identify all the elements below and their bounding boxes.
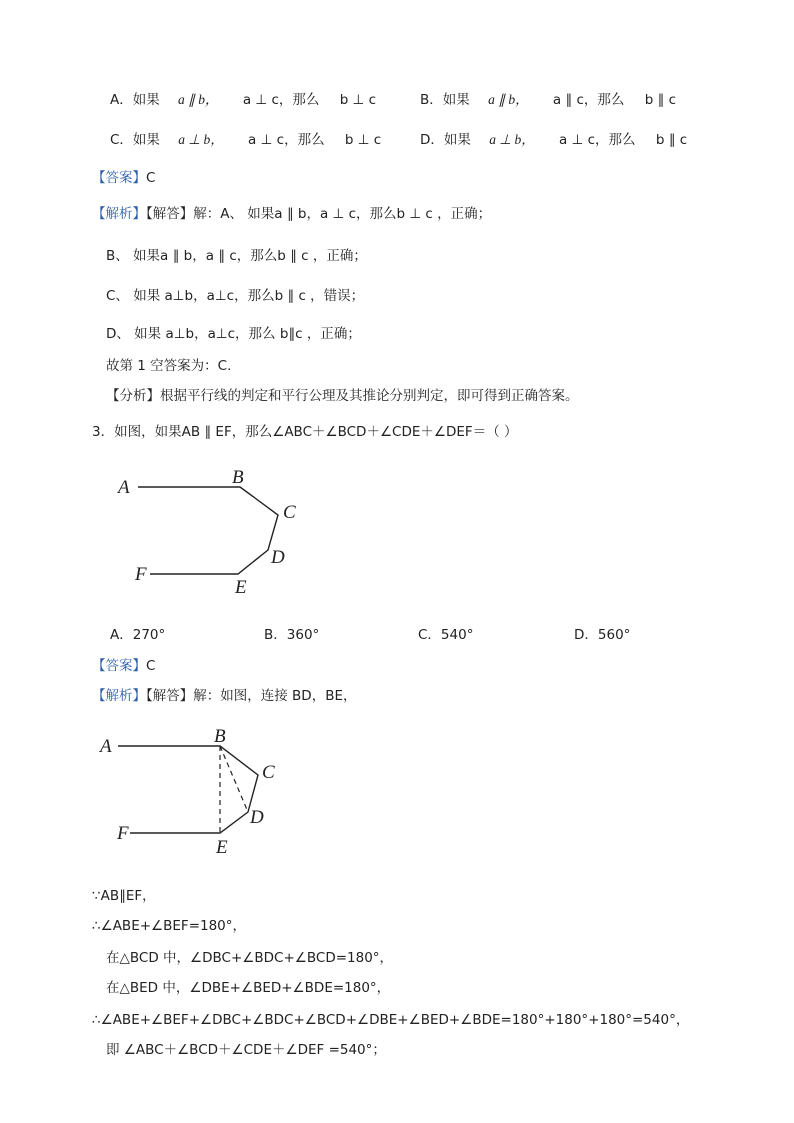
option-label: A．如果 — [110, 92, 160, 108]
label-f: F — [135, 564, 147, 585]
option-conclusion: b ∥ c — [644, 92, 677, 108]
answer-value: C — [146, 170, 156, 186]
option-condition: a ⊥ c，那么 — [242, 92, 320, 108]
option-conclusion: b ∥ c — [655, 132, 688, 148]
option-condition: a ⊥ b， — [178, 132, 224, 147]
q2-analysis-line-5: 故第 1 空答案为：C. — [106, 358, 232, 374]
option-condition: a ⊥ c，那么 — [559, 132, 636, 148]
option-condition: a ∥ b， — [488, 92, 529, 107]
sol-label-a: A — [100, 736, 112, 757]
q2-analysis-line-4: D、 如果 a⊥b，a⊥c，那么 b∥c ，正确； — [106, 326, 361, 342]
analysis-text: 【解答】解：A、 如果a ∥ b，a ⊥ c，那么b ⊥ c ，正确； — [146, 206, 492, 222]
analysis-tag: 【解析】 — [92, 688, 146, 704]
q2-analysis-line-3: C、 如果 a⊥b，a⊥c，那么b ∥ c ，错误； — [106, 288, 365, 304]
option-conclusion: b ⊥ c — [339, 92, 377, 108]
option-label: C．如果 — [110, 132, 160, 148]
auxiliary-lines — [220, 746, 248, 833]
label-c: C — [283, 502, 296, 523]
option-condition: a ∥ b， — [178, 92, 219, 107]
option-label: B．如果 — [420, 92, 470, 108]
answer-tag: 【答案】 — [92, 658, 146, 674]
q3-choice-d: D．560° — [574, 627, 631, 643]
q2-fenxi: 【分析】根据平行线的判定和平行公理及其推论分别判定，即可得到正确答案。 — [106, 388, 579, 404]
q3-choice-c: C．540° — [418, 627, 474, 643]
option-conclusion: b ⊥ c — [344, 132, 382, 148]
sol-label-c: C — [262, 762, 275, 783]
sol-label-b: B — [214, 726, 226, 747]
label-a: A — [118, 477, 130, 498]
step-4: 在△BED 中，∠DBE+∠BED+∠BDE=180°， — [106, 980, 391, 996]
step-6: 即 ∠ABC＋∠BCD＋∠CDE＋∠DEF =540°； — [106, 1042, 386, 1058]
step-1: ∵AB∥EF， — [92, 888, 156, 904]
label-d: D — [271, 547, 285, 568]
q3-stem: 3．如图，如果AB ∥ EF，那么∠ABC＋∠BCD＋∠CDE＋∠DEF＝（ ） — [92, 424, 518, 440]
sol-label-f: F — [117, 823, 129, 844]
analysis-text: 【解答】解：如图，连接 BD，BE， — [146, 688, 357, 704]
solution-polyline — [118, 746, 258, 833]
step-5: ∴∠ABE+∠BEF+∠DBC+∠BDC+∠BCD+∠DBE+∠BED+∠BDE=180°+180°+180°=540°， — [92, 1012, 690, 1028]
analysis-tag: 【解析】 — [92, 206, 146, 222]
sol-label-d: D — [250, 807, 264, 828]
option-condition: a ⊥ b， — [489, 132, 535, 147]
answer-value: C — [146, 658, 156, 674]
q2-analysis-line-2: B、 如果a ∥ b，a ∥ c，那么b ∥ c ，正确； — [106, 248, 367, 264]
answer-tag: 【答案】 — [92, 170, 146, 186]
option-label: D．如果 — [420, 132, 471, 148]
step-2: ∴∠ABE+∠BEF=180°， — [92, 918, 247, 934]
sol-label-e: E — [216, 837, 228, 858]
q3-choice-a: A．270° — [110, 627, 166, 643]
step-3: 在△BCD 中，∠DBC+∠BDC+∠BCD=180°， — [106, 950, 394, 966]
q3-choice-b: B．360° — [264, 627, 320, 643]
label-b: B — [232, 467, 244, 488]
label-e: E — [235, 577, 247, 598]
option-condition: a ∥ c，那么 — [552, 92, 625, 108]
option-condition: a ⊥ c，那么 — [248, 132, 325, 148]
